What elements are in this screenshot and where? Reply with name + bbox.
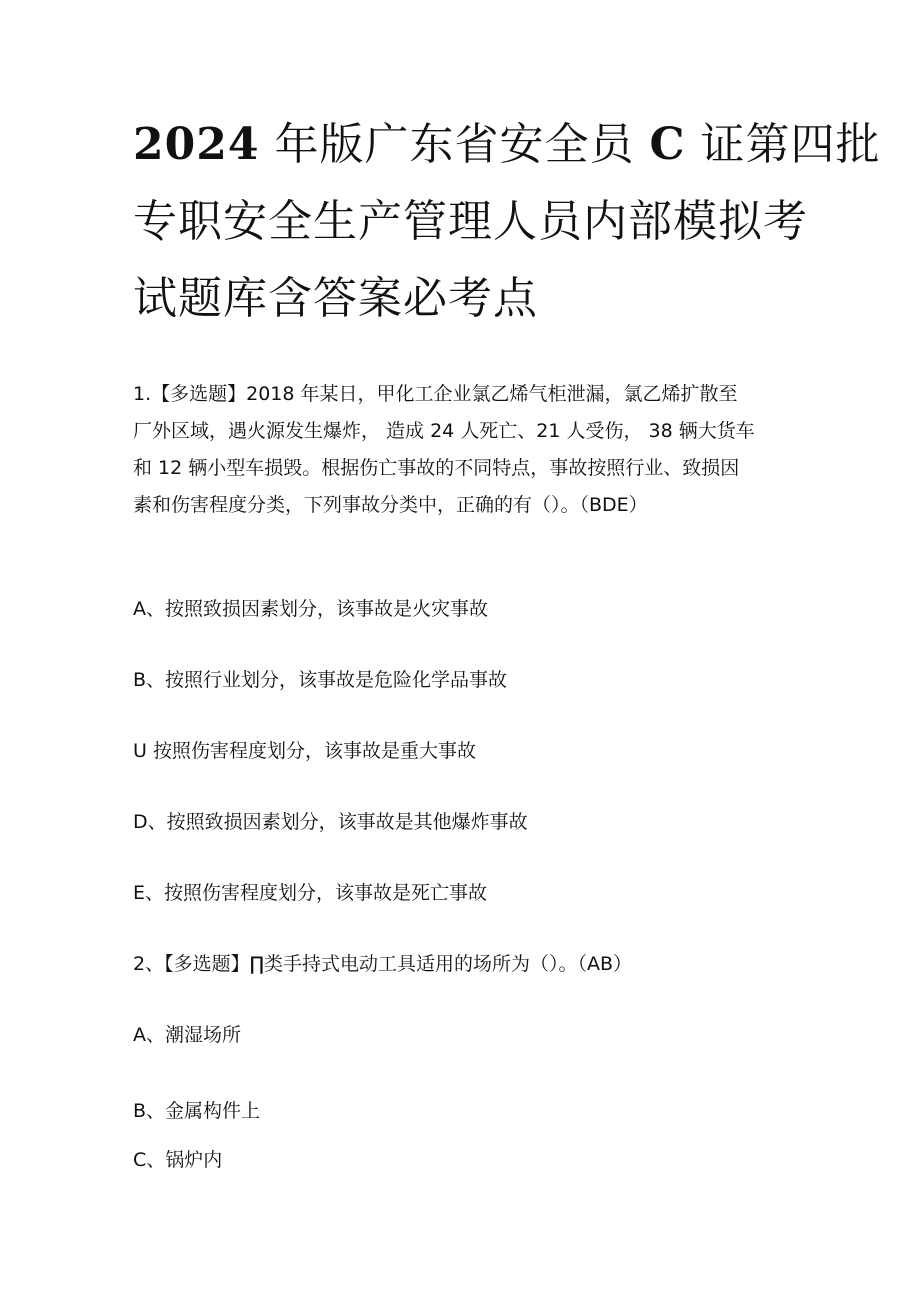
question-1-line: 和 12 辆小型车损毁。根据伤亡事故的不同特点，事故按照行业、致损因 [133, 457, 740, 479]
question-1-line: 素和伤害程度分类，下列事故分类中，正确的有（）。（BDE） [133, 494, 648, 516]
title-year: 2024 [133, 119, 260, 170]
title-line-3: 试题库含答案必考点 [133, 273, 538, 324]
question-1-line: 1.【多选题】2018 年某日，甲化工企业氯乙烯气柜泄漏，氯乙烯扩散至 [133, 383, 738, 405]
question-2-option-b: B、金属构件上 [133, 1100, 261, 1122]
question-2-option-a: A、潮湿场所 [133, 1024, 241, 1046]
title-text-1b: 证第四批 [685, 119, 881, 170]
question-1-option-b: B、按照行业划分，该事故是危险化学品事故 [133, 669, 508, 691]
question-1-option-c: U 按照伤害程度划分，该事故是重大事故 [133, 740, 476, 762]
question-1-stem [133, 376, 793, 524]
question-2-stem: 2、【多选题】∏类手持式电动工具适用的场所为（）。（AB） [133, 953, 633, 975]
title-line-2: 专职安全生产管理人员内部模拟考 [133, 196, 808, 247]
title-line-1 [133, 106, 881, 183]
title-letter: C [649, 119, 686, 170]
document-title [133, 106, 881, 337]
question-2-option-c: C、锅炉内 [133, 1149, 223, 1171]
question-1-option-e: E、按照伤害程度划分，该事故是死亡事故 [133, 882, 488, 904]
title-text-1: 年版广东省安全员 [259, 119, 650, 170]
question-1-option-a: A、按照致损因素划分，该事故是火灾事故 [133, 598, 488, 620]
question-1-line: 厂外区域，遇火源发生爆炸， 造成 24 人死亡、21 人受伤， 38 辆大货车 [133, 420, 755, 442]
question-1-option-d: D、按照致损因素划分，该事故是其他爆炸事故 [133, 811, 528, 833]
